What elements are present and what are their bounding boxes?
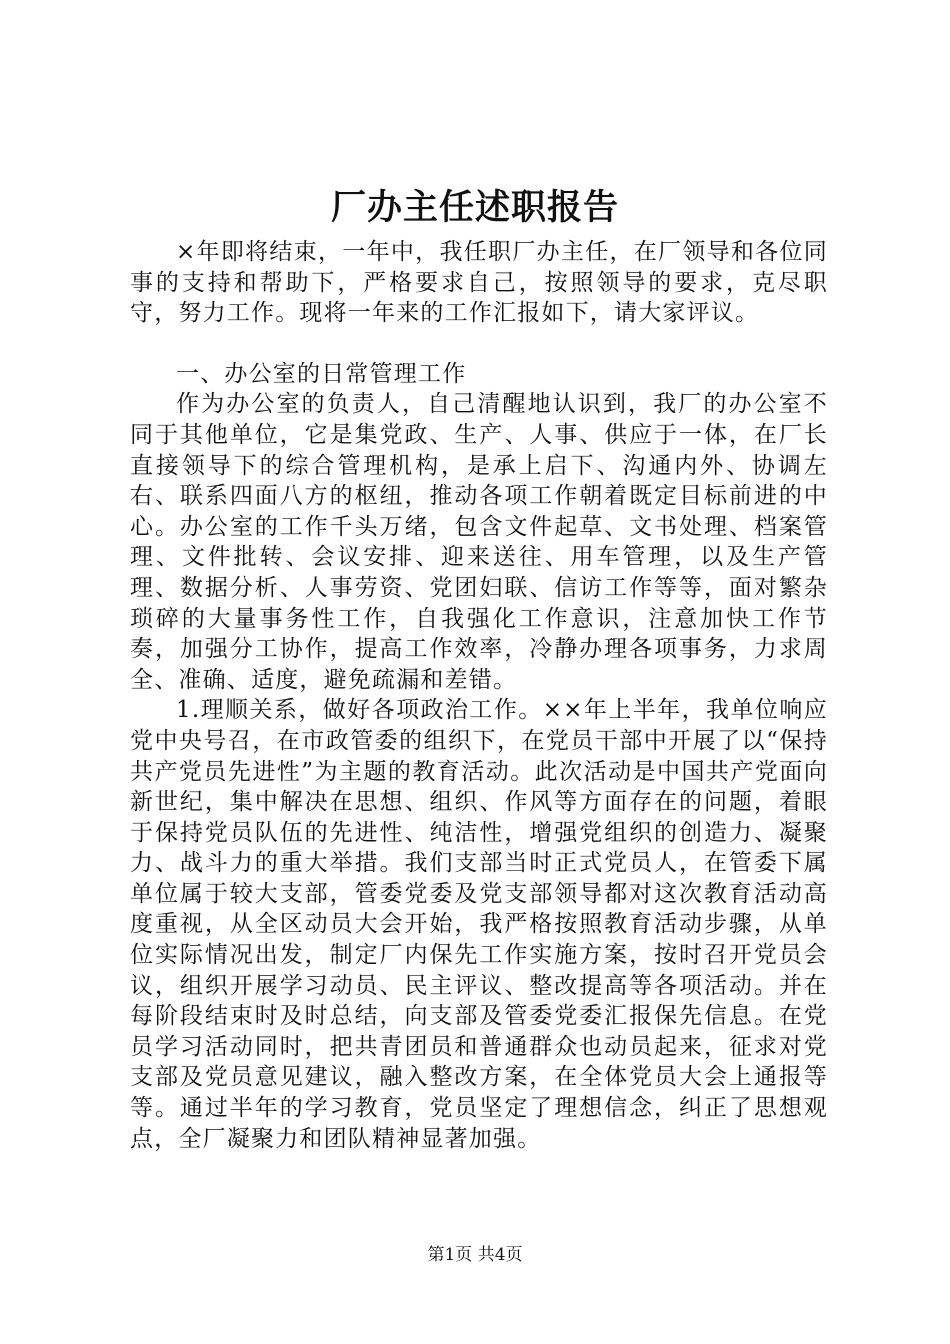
document-body (130, 237, 828, 1154)
document-title: 厂办主任述职报告 (330, 187, 619, 228)
body-paragraph: 作为办公室的负责人，自己清醒地认识到，我厂的办公室不同于其他单位，它是集党政、生产、人事、供应于一体，在厂长直接领导下的综合管理机构，是承上启下、沟通内外、协调左右、联系四面八方的枢纽，推动各项工作朝着既定目标前进的中心。办公室的工作千头万绪，包含文件起草、文书处理、档案管理、文件批转、会议安排、迎来送往、用车管理，以及生产管理、数据分析、人事劳资、党团妇联、信访工作等等，面对繁杂琐碎的大量事务性工作，自我强化工作意识，注意加快工作节奏，加强分工协作，提高工作效率，冷静办理各项事务，力求周全、准确、适度，避免疏漏和差错。 (130, 391, 828, 693)
page-number-footer: 第1页 共4页 (427, 1245, 523, 1265)
section-heading: 一、办公室的日常管理工作 (176, 360, 467, 387)
body-paragraph: 1.理顺关系，做好各项政治工作。××年上半年，我单位响应党中央号召，在市政管委的组织下，在党员干部中开展了以“保持共产党员先进性”为主题的教育活动。此次活动是中国共产党面向新世纪，集中解决在思想、组织、作风等方面存在的问题，着眼于保持党员队伍的先进性、纯洁性，增强党组织的创造力、凝聚力、战斗力的重大举措。我们支部当时正式党员人，在管委下属单位属于较大支部，管委党委及党支部领导都对这次教育活动高度重视，从全区动员大会开始，我严格按照教育活动步骤，从单位实际情况出发，制定厂内保先工作实施方案，按时召开党员会议，组织开展学习动员、民主评议、整改提高等各项活动。并在每阶段结束时及时总结，向支部及管委党委汇报保先信息。在党员学习活动同时，把共青团员和普通群众也动员起来，征求对党支部及党员意见建议，融入整改方案，在全体党员大会上通报等等。通过半年的学习教育，党员坚定了理想信念，纠正了思想观点，全厂凝聚力和团队精神显著加强。 (130, 697, 828, 1152)
intro-paragraph: ×年即将结束，一年中，我任职厂办主任，在厂领导和各位同事的支持和帮助下，严格要求自己，按照领导的要求，克尽职守，努力工作。现将一年来的工作汇报如下，请大家评议。 (130, 239, 828, 327)
